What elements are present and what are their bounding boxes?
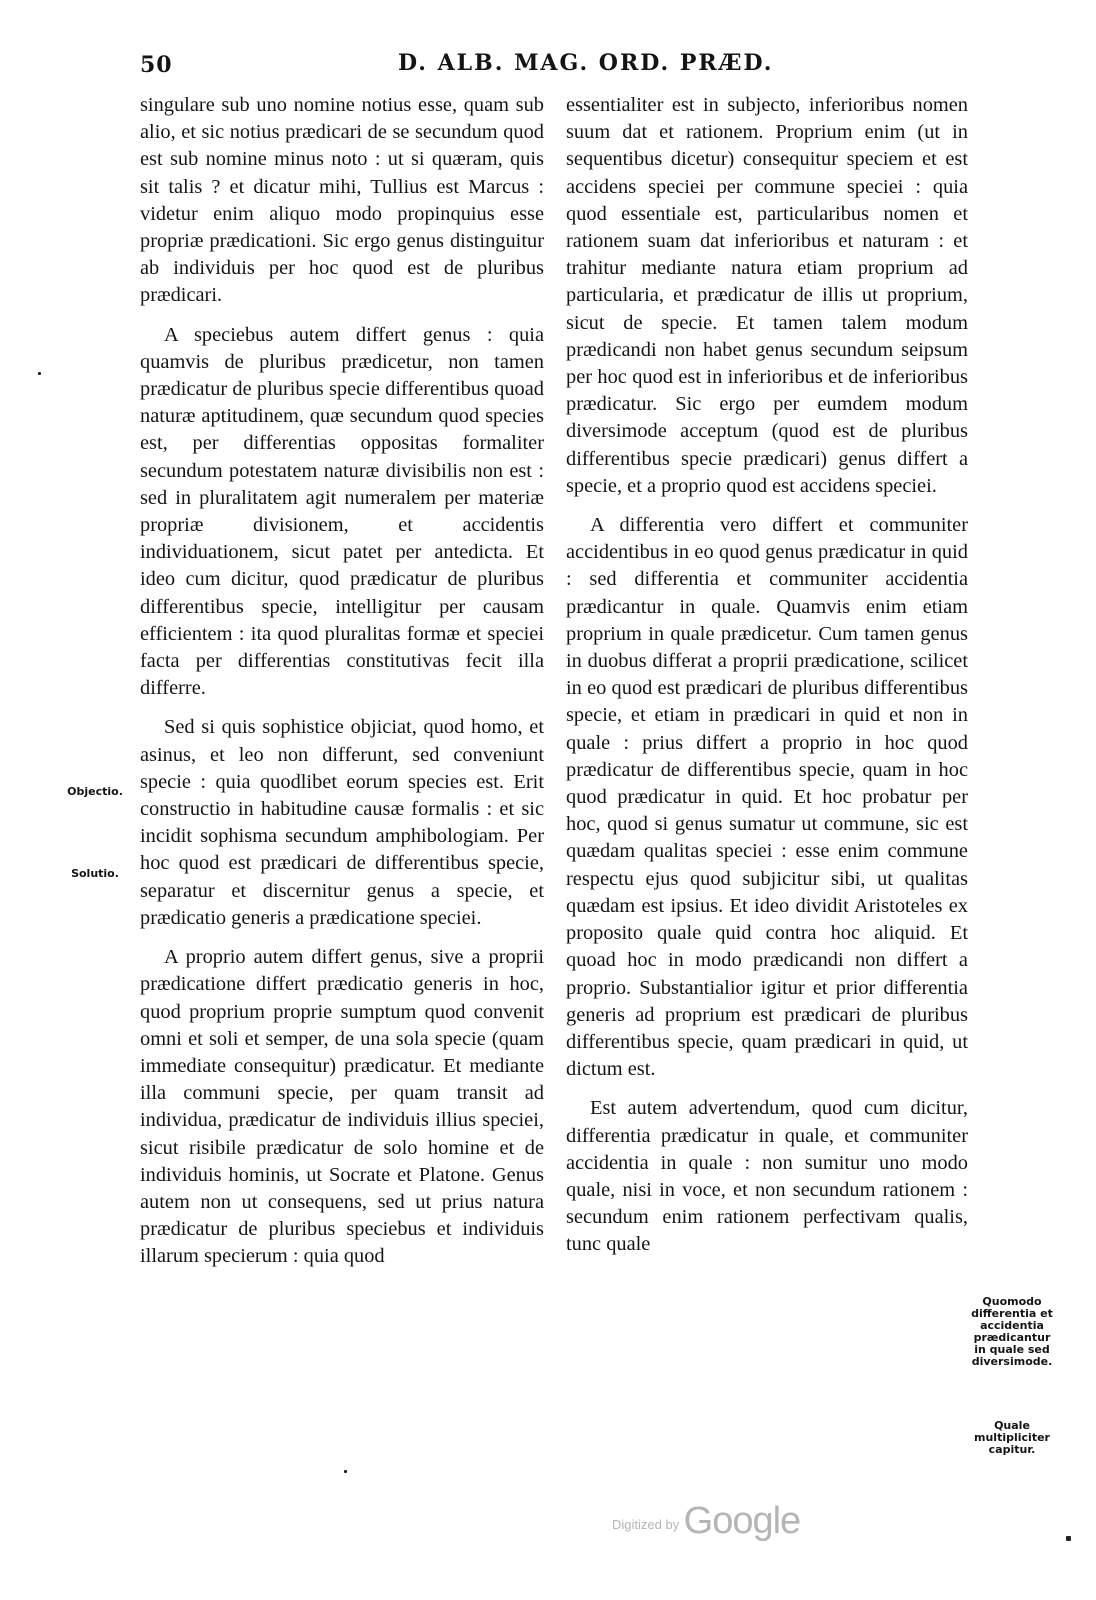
paragraph: singulare sub uno nomine notius esse, quam sub alio, et sic notius prædicari de se secundum quod est sub nomine minus noto : ut si quæram, quis sit talis ? et dicatur mihi, Tullius est Marcus : videtur enim aliquo modo propinquius esse propriæ prædicationi. Sic ergo genus distinguitur ab individuis per hoc quod est de pluribus prædicari. [140, 94, 544, 307]
left-column [140, 92, 544, 1283]
margin-note-objectio: Objectio. [67, 785, 123, 798]
paragraph: essentialiter est in subjecto, inferioribus nomen suum dat et rationem. Proprium enim (ut in sequentibus dicetur) consequitur speciem et est accidens speciei per commune speciei : quia quod essentiale est, particularibus nomen et rationem suam dat inferioribus et naturam : et trahitur mediante natura etiam proprium ad particularia, et prædicatur de illis ut proprium, sicut de specie. Et tamen talem modum prædicandi non habet genus secundum seipsum per hoc quod est in inferioribus et de inferioribus prædicatur. Sic ergo per eumdem modum diversimode acceptum (quod est de pluribus differentibus specie prædicari) genus differt a specie, et a proprio quod est accidens speciei. [566, 94, 968, 497]
margin-note-quomodo: Quomodo differentia et accidentia prædicantur in quale sed diversimode. [971, 1295, 1053, 1368]
page-number: 50 [140, 52, 173, 78]
scan-speck [344, 1470, 347, 1473]
scan-speck [38, 372, 41, 375]
margin-note-quale: Quale multipliciter capitur. [974, 1419, 1050, 1456]
paragraph: Sed si quis sophistice objiciat, quod homo, et asinus, et leo non differunt, sed conveniunt specie : quia quodlibet eorum species est. Erit constructio in habitudine causæ formalis : et sic incidit sophisma secundum amphibologiam. Per hoc quod est prædicari de differentibus specie, separatur et discernitur genus a specie, et prædicatio generis a prædicatione speciei. [140, 716, 544, 929]
paragraph: A speciebus autem differt genus : quia quamvis de pluribus prædicetur, non tamen prædicatur de pluribus specie differentibus quoad naturæ aptitudinem, quæ secundum quod species est, per differentias oppositas formaliter secundum potestatem naturæ divisibilis non est : sed in pluralitatem agit numeralem per materiæ propriæ divisionem, et accidentis individuationem, sicut patet per antedicta. Et ideo cum dicitur, quod prædicatur de pluribus differentibus specie, intelligitur per causam efficientem : ita quod pluralitas formæ et speciei facta per differentias constitutivas fecit illa differre. [140, 323, 544, 700]
right-column [566, 92, 968, 1271]
paragraph: Est autem advertendum, quod cum dicitur, differentia prædicatur in quale, et communiter accidentia in quale : non sumitur uno modo quale, nisi in voce, et non secundum rationem : secundum enim rationem perfectivam qualis, tunc quale [566, 1097, 968, 1256]
google-logo: Google [683, 1500, 801, 1542]
paragraph: A differentia vero differt et communiter accidentibus in eo quod genus prædicatur in quid : sed differentia et communiter accidentia prædicantur in quale. Quamvis enim etiam proprium in quale prædicetur. Cum tamen genus in duobus differat a proprii prædicatione, scilicet in eo quod est prædicari de pluribus differentibus specie, et etiam in prædicari in quid et non in quale : prius differt a proprio in hoc quod prædicatur de differentibus specie, quam in hoc quod prædicatur in quid. Et hoc probatur per hoc, quod si genus sumatur ut commune, sic est quædam qualitas speciei : esse enim commune respectu ejus quod subjicitur sibi, ut qualitas quædam est ipsius. Et ideo dividit Aristoteles ex proposito quale quid contra hoc aliquid. Et quoad hoc in modo prædicandi non differt a proprio. Substantialior igitur et prior differentia generis ad proprium est prædicari de pluribus differentibus specie, quam prædicari in quid, ut dictum est. [566, 514, 968, 1081]
paragraph: A proprio autem differt genus, sive a proprii prædicatione differt prædicatio generis in hoc, quod proprium proprie sumptum quod convenit omni et soli et semper, de una sola specie (quam immediate consequitur) prædicatur. Et mediante illa communi specie, per quam transit ad individua, prædicatur de individuis illius speciei, sicut risibile prædicatur de solo homine et de individuis hominis, ut Socrate et Platone. Genus autem non ut consequens, sed ut prius natura prædicatur de pluribus speciebus et individuis illarum specierum : quia quod [140, 946, 544, 1268]
margin-note-solutio: Solutio. [71, 867, 119, 880]
digitized-by-footer [612, 1500, 800, 1543]
digitized-by-label: Digitized by [612, 1517, 680, 1532]
running-head: D. ALB. MAG. ORD. PRÆD. [398, 50, 774, 76]
scan-speck [1066, 1536, 1071, 1541]
